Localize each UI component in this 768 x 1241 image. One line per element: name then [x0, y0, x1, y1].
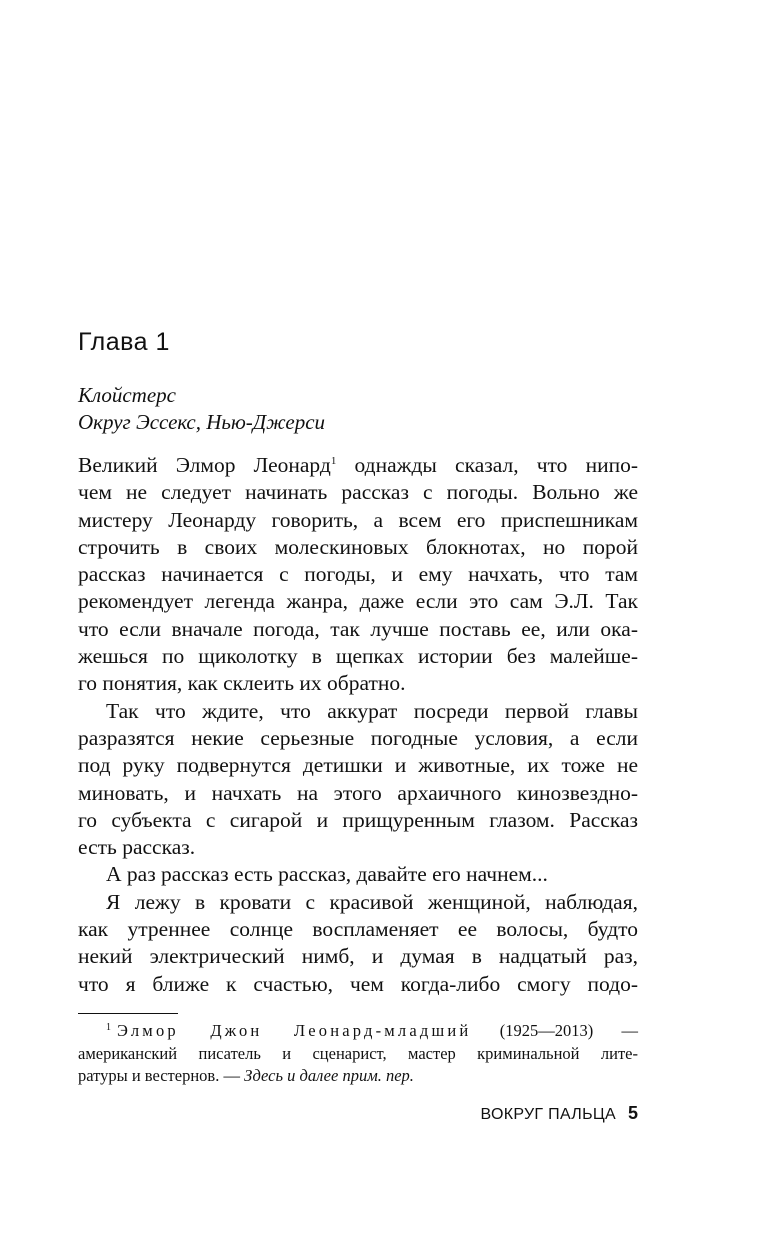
body-line: миновать, и начхать на этого архаичного кинозвездно- — [78, 780, 638, 805]
body-line — [78, 452, 638, 479]
body-line: чем не следует начинать рассказ с погоды. Вольно же — [78, 480, 638, 505]
body-line: что если вначале погода, так лучше поставь ее, или ока- — [78, 616, 638, 641]
footnote-text-span: (1925—2013) — — [471, 1021, 638, 1040]
body-line: мистеру Леонарду говорить, а всем его приспешникам — [78, 507, 638, 532]
body-line: рассказ начинается с погоды, и ему начхать, что там — [78, 562, 638, 587]
chapter-body — [78, 452, 638, 998]
body-line: рекомендует легенда жанра, даже если это сам Э.Л. Так — [78, 589, 638, 614]
footnote-text-span: ратуры и вестернов. — — [78, 1066, 245, 1085]
location-block — [78, 382, 325, 436]
footnote-line: американский писатель и сценарист, мастер криминальной лите- — [78, 1043, 638, 1063]
body-line: строчить в своих молескиновых блокнотах, но порой — [78, 534, 638, 559]
footnote-reference[interactable]: 1 — [330, 455, 337, 467]
body-line: есть рассказ. — [78, 835, 196, 860]
footnote-line — [78, 1020, 638, 1043]
body-line: под руку подвернутся детишки и животные, их тоже не — [78, 753, 638, 778]
footnote — [78, 1020, 638, 1088]
body-text-span: однажды сказал, что нипо- — [336, 453, 638, 477]
body-line: А раз рассказ есть рассказ, давайте его начнем... — [106, 862, 548, 887]
body-line: го субъекта с сигарой и прищуренным глазом. Рассказ — [78, 807, 638, 832]
body-line: Так что ждите, что аккурат посреди первой главы — [106, 698, 638, 723]
chapter-heading: Глава 1 — [78, 328, 170, 356]
body-line: Я лежу в кровати с красивой женщиной, наблюдая, — [106, 889, 638, 914]
footnote-divider — [78, 1013, 178, 1014]
body-line: как утреннее солнце воспламеняет ее волосы, будто — [78, 917, 638, 942]
footnote-mark: 1 — [106, 1022, 111, 1033]
location-place: Клойстерс — [78, 383, 176, 407]
body-line: го понятия, как склеить их обратно. — [78, 671, 406, 696]
book-title: ВОКРУГ ПАЛЬЦА — [480, 1106, 616, 1123]
body-text-span: Великий Элмор Леонард — [78, 453, 331, 477]
footnote-name: Элмор Джон Леонард-младший — [117, 1021, 472, 1040]
body-line: некий электрический нимб, и думая в надцатый раз, — [78, 944, 638, 969]
body-line: что я ближе к счастью, чем когда-либо смогу подо- — [78, 971, 638, 996]
body-line: разразятся некие серьезные погодные условия, а если — [78, 725, 638, 750]
translator-note: Здесь и далее прим. пер. — [244, 1066, 414, 1085]
location-region: Округ Эссекс, Нью-Джерси — [78, 410, 326, 434]
body-line: жешься по щиколотку в щепках истории без малейше- — [78, 644, 638, 669]
footnote-line — [78, 1065, 638, 1088]
running-footer — [481, 1103, 638, 1124]
page-number: 5 — [627, 1103, 638, 1123]
